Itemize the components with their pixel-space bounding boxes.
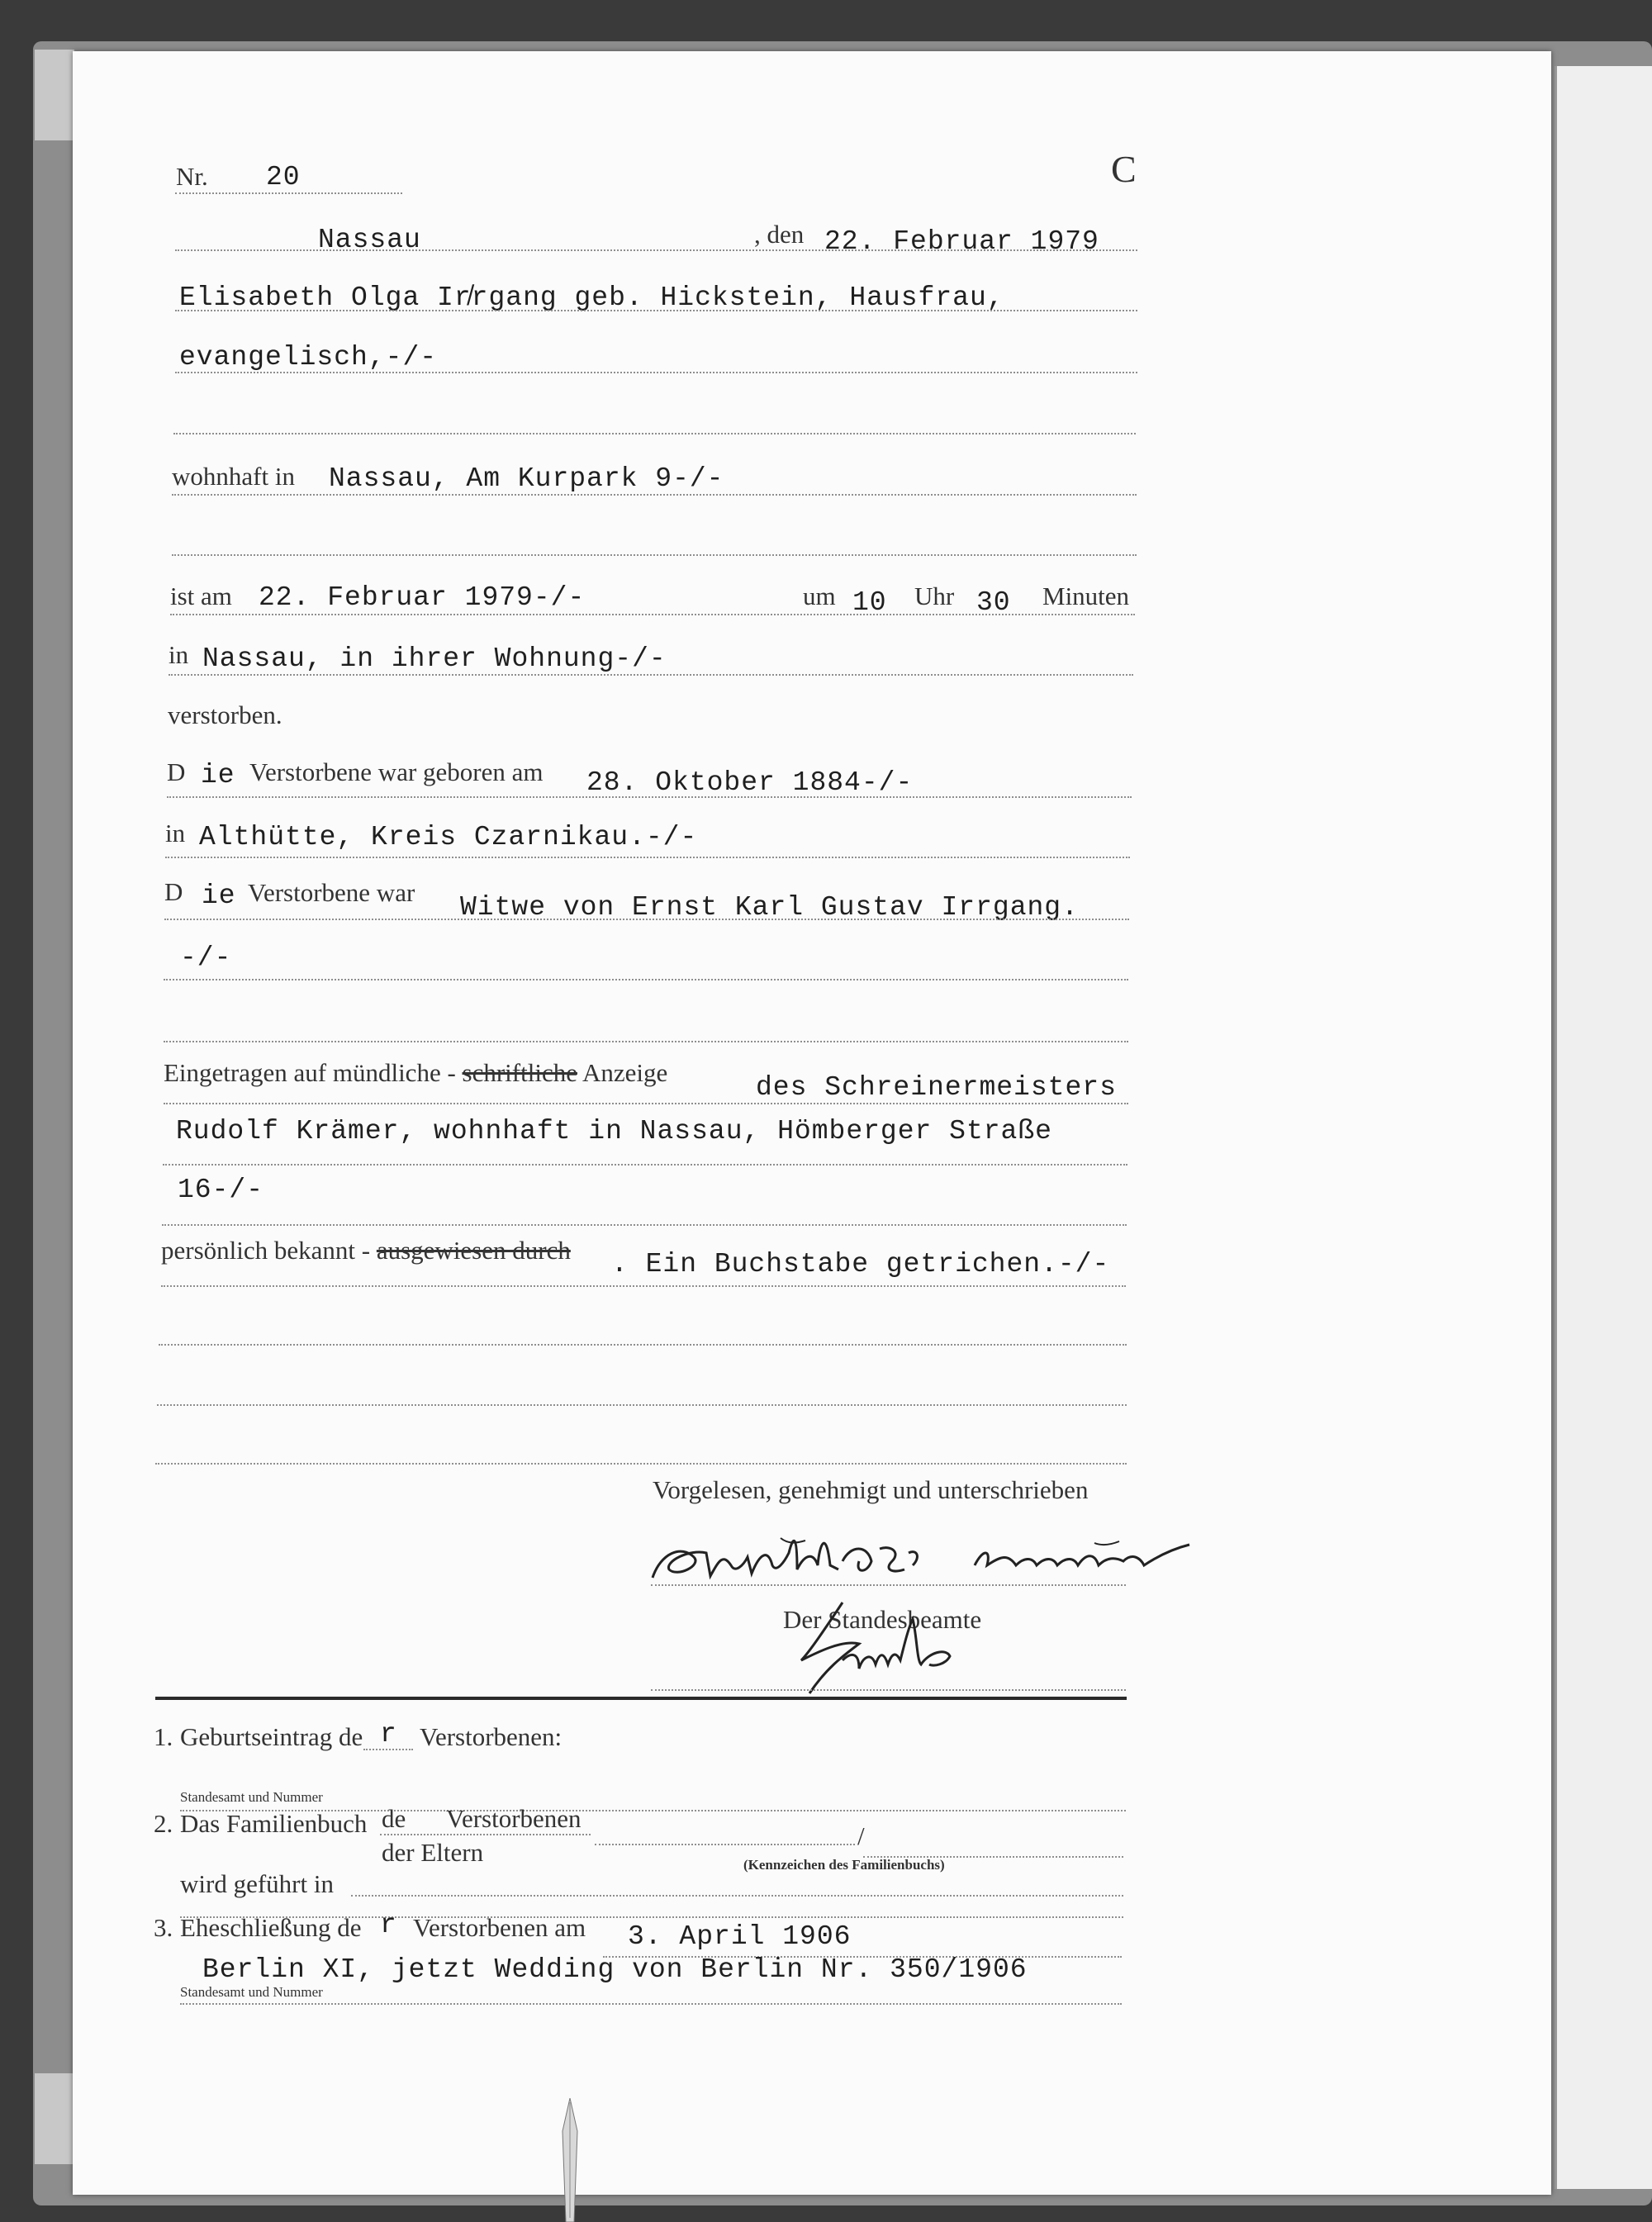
death-date: 22. Februar 1979-/- xyxy=(259,582,586,613)
birth-label: Verstorbene war geboren am xyxy=(249,757,544,786)
item3-number: 3. xyxy=(154,1913,173,1942)
birth-place: Althütte, Kreis Czarnikau.-/- xyxy=(199,822,698,852)
dotted-line xyxy=(164,1041,1128,1042)
registrar-label: Der Standesbeamte xyxy=(783,1605,982,1634)
item3-note: Standesamt und Nummer xyxy=(180,1984,323,2000)
dotted-line xyxy=(180,2003,1122,2005)
status-label-d: D xyxy=(164,877,183,906)
dotted-line xyxy=(351,1895,1123,1897)
informant-label-suffix: Anzeige xyxy=(577,1058,668,1087)
item1-note: Standesamt und Nummer xyxy=(180,1789,323,1805)
informant-value: des Schreinermeisters xyxy=(756,1072,1117,1103)
dotted-line xyxy=(164,1103,1128,1104)
um-label: um xyxy=(803,582,836,610)
uhr-label: Uhr xyxy=(914,582,955,610)
identity-label-struck: ausgewiesen durch xyxy=(376,1236,571,1265)
item2-number: 2. xyxy=(154,1809,173,1838)
dotted-line xyxy=(155,1463,1127,1465)
marriage-place: Berlin XI, jetzt Wedding von Berlin Nr. 350/1906 xyxy=(202,1954,1028,1985)
informant-label-struck: schriftliche xyxy=(462,1058,577,1087)
death-place: Nassau, in ihrer Wohnung-/- xyxy=(202,643,667,674)
informant-signature xyxy=(644,1520,1264,1602)
item2-label: Das Familienbuch xyxy=(180,1809,368,1838)
dotted-line xyxy=(175,310,1137,311)
item2-option1: Verstorbenen xyxy=(446,1804,582,1833)
dotted-line xyxy=(167,796,1132,798)
section-divider xyxy=(155,1697,1127,1700)
page-corner-top-left xyxy=(35,50,74,140)
dotted-line xyxy=(161,1285,1126,1287)
item3-handwritten-suffix: r xyxy=(380,1910,397,1940)
registration-date: 22. Februar 1979 xyxy=(824,226,1099,257)
dotted-line xyxy=(170,614,1135,615)
verstorben-label: verstorben. xyxy=(168,700,282,729)
registrar-signature xyxy=(793,1594,1016,1702)
deceased-name: Elisabeth Olga Ir̸rgang geb. Hickstein, Hausfrau, xyxy=(179,282,1004,313)
item3-label2: Verstorbenen am xyxy=(413,1913,586,1942)
item3-label: Eheschließung de xyxy=(180,1913,362,1942)
death-hour: 10 xyxy=(852,587,887,618)
nr-value: 20 xyxy=(266,162,301,192)
status-value: Witwe von Ernst Karl Gustav Irrgang. xyxy=(460,892,1079,923)
dotted-line xyxy=(380,1834,591,1835)
deceased-religion: evangelisch,-/- xyxy=(179,342,438,373)
dotted-line xyxy=(595,1844,855,1845)
death-in-label: in xyxy=(169,640,189,669)
adjacent-page-edge xyxy=(1555,66,1652,2189)
dotted-line xyxy=(173,433,1136,434)
status-label: Verstorbene war xyxy=(248,878,415,907)
status-value-continued: -/- xyxy=(180,942,232,973)
dotted-line xyxy=(651,1689,1126,1691)
dotted-line xyxy=(162,1224,1127,1226)
place: Nassau xyxy=(318,225,421,255)
pen-tip xyxy=(558,2098,582,2222)
item1-handwritten-suffix: r xyxy=(380,1719,397,1750)
dotted-line xyxy=(172,554,1137,556)
birth-in-label: in xyxy=(165,819,186,847)
dotted-line xyxy=(164,979,1128,980)
informant-address-continued: 16-/- xyxy=(178,1175,264,1205)
dotted-line xyxy=(159,1344,1127,1346)
dotted-line xyxy=(363,1749,413,1750)
item1-label2: Verstorbenen: xyxy=(420,1722,563,1751)
identity-value: . Ein Buchstabe getrichen.-/- xyxy=(611,1249,1110,1280)
dotted-line xyxy=(651,1584,1126,1586)
item1-number: 1. xyxy=(154,1722,173,1751)
dotted-line xyxy=(175,249,1137,251)
birth-label-ie: ie xyxy=(201,760,235,791)
den-label: , den xyxy=(754,220,805,249)
item2-option2: der Eltern xyxy=(382,1838,484,1867)
nr-label: Nr. xyxy=(176,162,208,191)
closing-statement: Vorgelesen, genehmigt und unterschrieben xyxy=(653,1475,1089,1504)
item2-line2: wird geführt in xyxy=(180,1869,334,1898)
birth-label-d: D xyxy=(167,757,186,786)
dotted-line xyxy=(169,674,1133,676)
dotted-line xyxy=(175,372,1137,373)
dotted-line xyxy=(175,192,402,194)
informant-label-prefix: Eingetragen auf mündliche - xyxy=(164,1058,463,1087)
death-minutes: 30 xyxy=(976,587,1011,618)
minuten-label: Minuten xyxy=(1042,582,1130,610)
marriage-date: 3. April 1906 xyxy=(628,1921,852,1952)
dotted-line xyxy=(172,494,1137,496)
residence-value: Nassau, Am Kurpark 9-/- xyxy=(329,463,724,494)
birth-date: 28. Oktober 1884-/- xyxy=(586,767,914,798)
page-corner-bottom-left xyxy=(35,2073,74,2164)
dotted-line xyxy=(164,919,1129,920)
identity-label-prefix: persönlich bekannt - xyxy=(161,1236,377,1265)
residence-label: wohnhaft in xyxy=(172,462,295,491)
item2-option1-prefix: de xyxy=(382,1804,406,1833)
dotted-line xyxy=(163,1164,1127,1166)
informant-label xyxy=(164,1060,667,1085)
register-letter: C xyxy=(1111,148,1137,190)
informant-name-address: Rudolf Krämer, wohnhaft in Nassau, Hömberger Straße xyxy=(176,1116,1052,1147)
dotted-line xyxy=(157,1404,1127,1406)
item2-slash: / xyxy=(857,1821,865,1850)
item1-label: Geburtseintrag de xyxy=(180,1722,363,1751)
item2-note: (Kennzeichen des Familienbuchs) xyxy=(743,1857,945,1873)
identity-label xyxy=(161,1237,571,1263)
status-label-ie: ie xyxy=(202,881,236,911)
dotted-line xyxy=(165,857,1130,858)
ist-am-label: ist am xyxy=(170,582,232,610)
